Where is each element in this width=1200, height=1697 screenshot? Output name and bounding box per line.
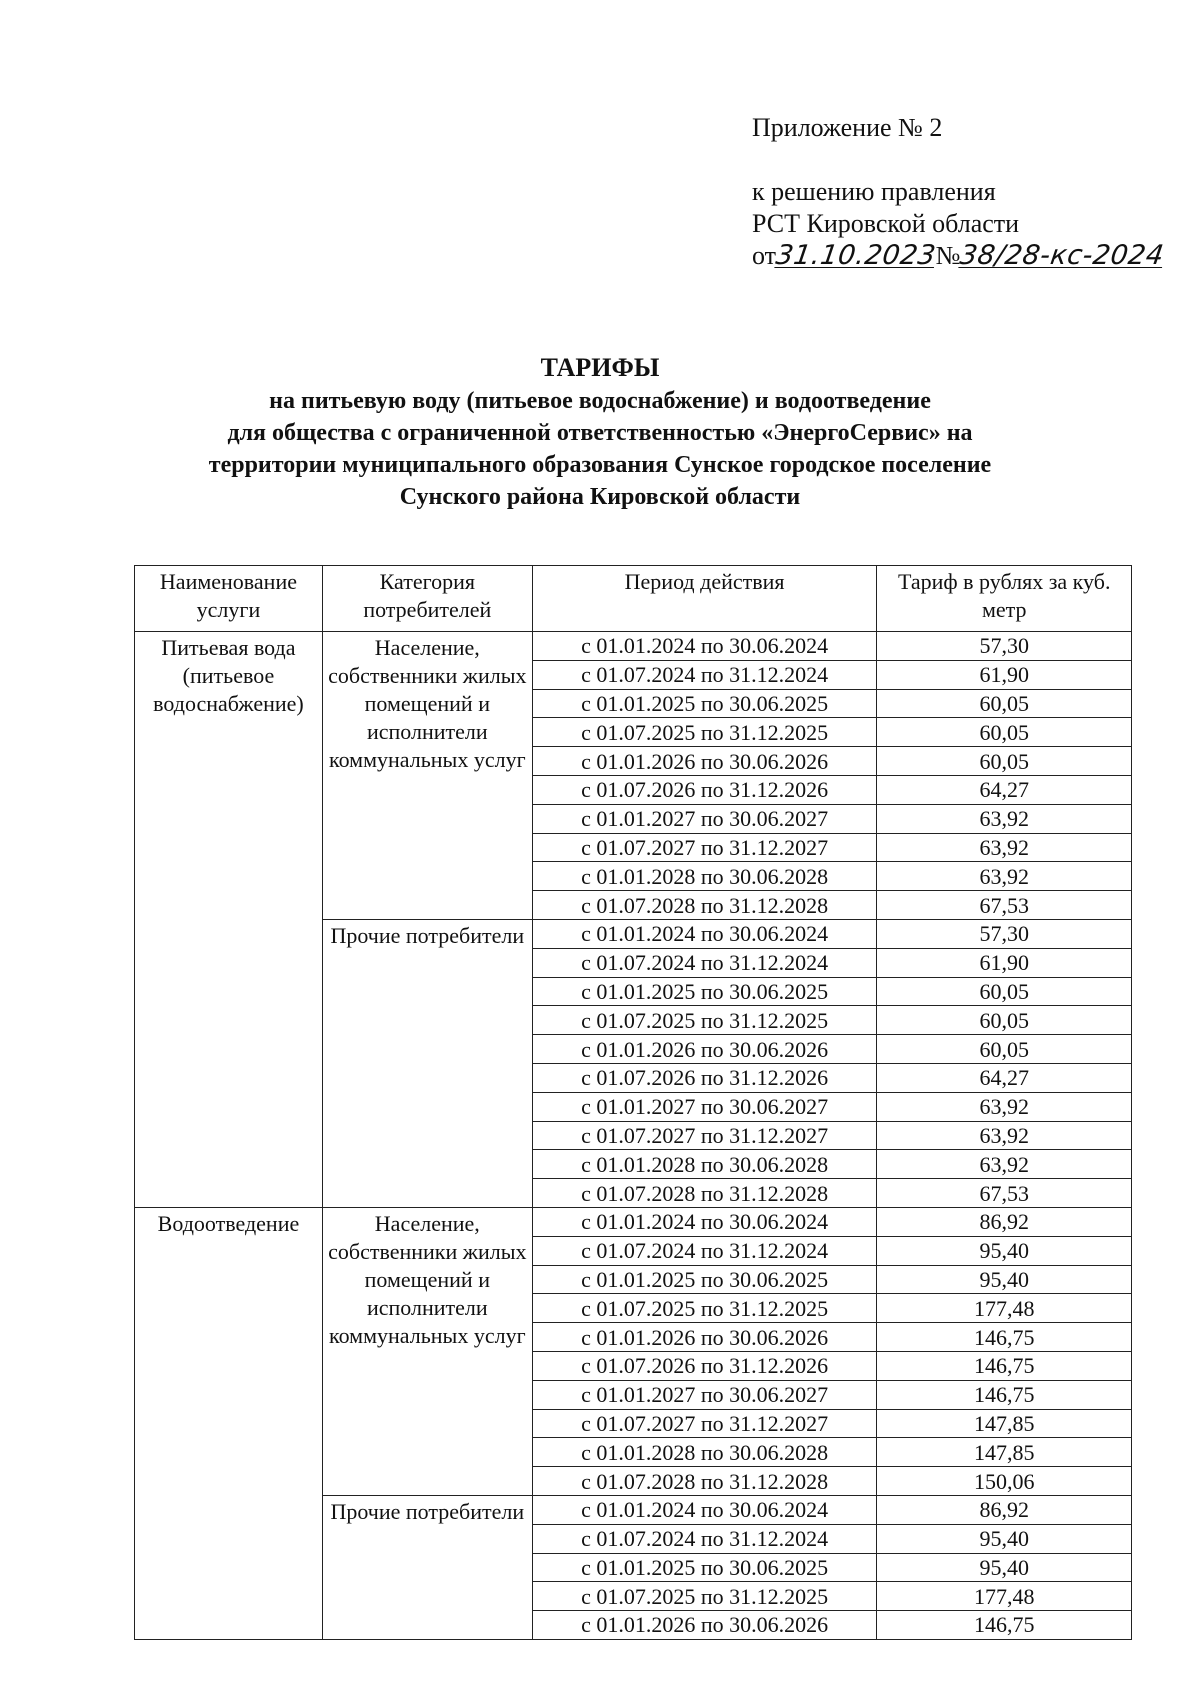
tariff-cell: 60,05 (877, 1035, 1132, 1064)
tariff-cell: 95,40 (877, 1524, 1132, 1553)
period-cell: с 01.01.2024 по 30.06.2024 (532, 632, 877, 661)
period-cell: с 01.07.2024 по 31.12.2024 (532, 1524, 877, 1553)
period-cell: с 01.07.2026 по 31.12.2026 (532, 1351, 877, 1380)
period-cell: с 01.01.2026 по 30.06.2026 (532, 1323, 877, 1352)
tariff-cell: 150,06 (877, 1467, 1132, 1496)
title-line-4: Сунского района Кировской области (399, 484, 801, 510)
period-cell: с 01.01.2025 по 30.06.2025 (532, 1265, 877, 1294)
period-cell: с 01.01.2024 по 30.06.2024 (532, 1495, 877, 1524)
tariff-cell: 67,53 (877, 891, 1132, 920)
tariff-cell: 60,05 (877, 977, 1132, 1006)
tariff-cell: 61,90 (877, 660, 1132, 689)
tariff-cell: 95,40 (877, 1553, 1132, 1582)
tariff-cell: 60,05 (877, 718, 1132, 747)
period-cell: с 01.01.2025 по 30.06.2025 (532, 689, 877, 718)
period-cell: с 01.07.2027 по 31.12.2027 (532, 1409, 877, 1438)
service-name-cell: Водоотведение (135, 1207, 323, 1639)
tariff-cell: 63,92 (877, 1150, 1132, 1179)
tariff-cell: 67,53 (877, 1179, 1132, 1208)
period-cell: с 01.07.2026 по 31.12.2026 (532, 1063, 877, 1092)
period-cell: с 01.07.2025 по 31.12.2025 (532, 1582, 877, 1611)
tariff-cell: 147,85 (877, 1438, 1132, 1467)
period-cell: с 01.07.2024 по 31.12.2024 (532, 948, 877, 977)
period-cell: с 01.07.2026 по 31.12.2026 (532, 775, 877, 804)
period-cell: с 01.07.2025 по 31.12.2025 (532, 718, 877, 747)
tariff-cell: 86,92 (877, 1495, 1132, 1524)
consumer-category-cell: Население, собственники жилых помещений и исполнители коммунальных услуг (322, 632, 532, 920)
title-line-1: на питьевую воду (питьевое водоснабжение) и водоотведение (269, 388, 931, 414)
period-cell: с 01.01.2024 по 30.06.2024 (532, 919, 877, 948)
period-cell: с 01.07.2028 по 31.12.2028 (532, 891, 877, 920)
consumer-category-cell: Население, собственники жилых помещений и исполнители коммунальных услуг (322, 1207, 532, 1495)
document-title (100, 351, 1100, 513)
period-cell: с 01.07.2028 по 31.12.2028 (532, 1467, 877, 1496)
period-cell: с 01.01.2026 по 30.06.2026 (532, 747, 877, 776)
tariff-cell: 63,92 (877, 804, 1132, 833)
period-cell: с 01.01.2027 по 30.06.2027 (532, 804, 877, 833)
tariff-cell: 146,75 (877, 1323, 1132, 1352)
tariff-cell: 147,85 (877, 1409, 1132, 1438)
period-cell: с 01.07.2027 по 31.12.2027 (532, 1121, 877, 1150)
period-cell: с 01.01.2025 по 30.06.2025 (532, 977, 877, 1006)
tariff-cell: 63,92 (877, 862, 1132, 891)
period-cell: с 01.01.2028 по 30.06.2028 (532, 1150, 877, 1179)
period-cell: с 01.07.2025 по 31.12.2025 (532, 1006, 877, 1035)
header-tariff: Тариф в рублях за куб. метр (877, 566, 1132, 632)
handwritten-date: 31.10.2023 (773, 240, 938, 271)
period-cell: с 01.01.2026 по 30.06.2026 (532, 1611, 877, 1640)
table-row (135, 632, 1132, 661)
date-prefix: от (752, 241, 777, 270)
appendix-line-1: к решению правления (752, 177, 996, 206)
period-cell: с 01.07.2024 по 31.12.2024 (532, 660, 877, 689)
tariff-cell: 63,92 (877, 833, 1132, 862)
tariff-cell: 60,05 (877, 747, 1132, 776)
period-cell: с 01.07.2025 по 31.12.2025 (532, 1294, 877, 1323)
tariff-cell: 60,05 (877, 689, 1132, 718)
tariff-cell: 95,40 (877, 1236, 1132, 1265)
period-cell: с 01.01.2027 по 30.06.2027 (532, 1380, 877, 1409)
title-heading: ТАРИФЫ (540, 353, 660, 382)
service-name-cell: Питьевая вода (питьевое водоснабжение) (135, 632, 323, 1208)
tariff-cell: 177,48 (877, 1582, 1132, 1611)
tariff-cell: 63,92 (877, 1092, 1132, 1121)
tariff-cell: 60,05 (877, 1006, 1132, 1035)
table-body (135, 632, 1132, 1640)
tariff-cell: 146,75 (877, 1351, 1132, 1380)
appendix-date-line (752, 240, 1167, 272)
appendix-title: Приложение № 2 (752, 113, 943, 142)
header-period: Период действия (532, 566, 877, 632)
period-cell: с 01.01.2025 по 30.06.2025 (532, 1553, 877, 1582)
period-cell: с 01.07.2028 по 31.12.2028 (532, 1179, 877, 1208)
tariff-cell: 57,30 (877, 919, 1132, 948)
tariff-cell: 57,30 (877, 632, 1132, 661)
header-category: Категория потребителей (322, 566, 532, 632)
period-cell: с 01.01.2028 по 30.06.2028 (532, 862, 877, 891)
period-cell: с 01.07.2027 по 31.12.2027 (532, 833, 877, 862)
period-cell: с 01.01.2026 по 30.06.2026 (532, 1035, 877, 1064)
number-prefix: № (935, 241, 961, 270)
tariff-cell: 86,92 (877, 1207, 1132, 1236)
consumer-category-cell: Прочие потребители (322, 1495, 532, 1639)
tariff-cell: 146,75 (877, 1611, 1132, 1640)
tariff-cell: 64,27 (877, 775, 1132, 804)
period-cell: с 01.07.2024 по 31.12.2024 (532, 1236, 877, 1265)
tariff-cell: 63,92 (877, 1121, 1132, 1150)
tariff-cell: 95,40 (877, 1265, 1132, 1294)
tariffs-table (134, 565, 1132, 1640)
handwritten-number: 38/28-кс-2024 (958, 240, 1167, 271)
header-service: Наименование услуги (135, 566, 323, 632)
title-line-3: территории муниципального образования Сунское городское поселение (208, 452, 992, 478)
title-line-2: для общества с ограниченной ответственностью «ЭнергоСервис» на (227, 420, 973, 446)
tariff-cell: 146,75 (877, 1380, 1132, 1409)
period-cell: с 01.01.2024 по 30.06.2024 (532, 1207, 877, 1236)
table-row (135, 1207, 1132, 1236)
tariff-cell: 177,48 (877, 1294, 1132, 1323)
period-cell: с 01.01.2027 по 30.06.2027 (532, 1092, 877, 1121)
consumer-category-cell: Прочие потребители (322, 919, 532, 1207)
table-header-row (135, 566, 1132, 632)
appendix-line-2: РСТ Кировской области (752, 209, 1020, 238)
tariff-cell: 61,90 (877, 948, 1132, 977)
period-cell: с 01.01.2028 по 30.06.2028 (532, 1438, 877, 1467)
appendix-block (752, 112, 1167, 272)
tariff-cell: 64,27 (877, 1063, 1132, 1092)
